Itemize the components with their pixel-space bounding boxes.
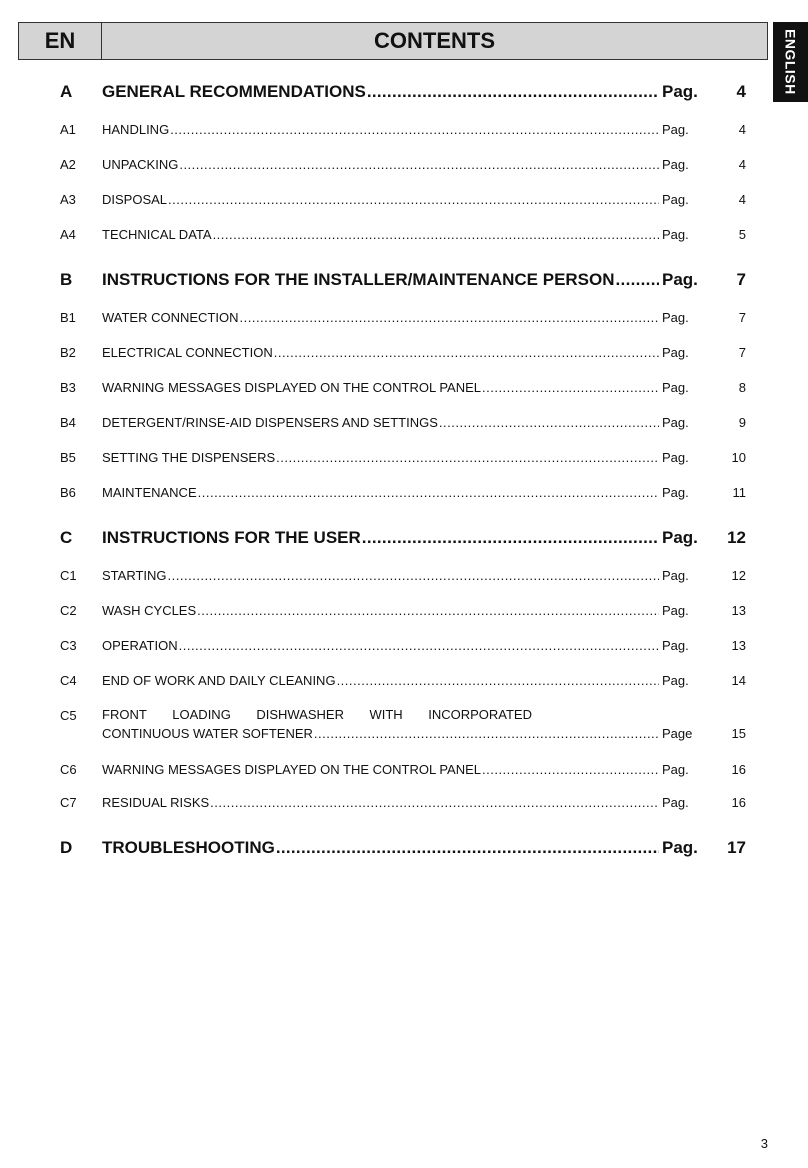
page-number: 3: [760, 1136, 768, 1151]
toc-entry: [0, 378, 808, 398]
toc-entry-page-number: 11: [732, 485, 746, 500]
toc-entry-number: C3: [60, 638, 77, 653]
toc-entry-number: A1: [60, 122, 76, 137]
toc-entry-title: UNPACKING: [102, 157, 179, 172]
toc-entry: [0, 636, 808, 656]
toc-entry-pag-label: Pag.: [662, 227, 689, 242]
toc-entry-pag-label: Pag.: [662, 673, 689, 688]
toc-entry-number: A4: [60, 227, 76, 242]
toc-entry-number: B2: [60, 345, 76, 360]
toc-entry-title-word: DISHWASHER: [256, 707, 344, 722]
toc-entry: [0, 343, 808, 363]
toc-entry-title: DISPOSAL: [102, 192, 168, 207]
toc-entry: [0, 601, 808, 621]
toc-entry-page-number: 10: [731, 450, 746, 465]
toc-leader-dots: [362, 527, 659, 549]
toc-entry-pag-label: Pag.: [662, 450, 689, 465]
toc-entry-page-number: 4: [738, 192, 746, 207]
toc-entry-number: C4: [60, 673, 77, 688]
toc-entry-title: SETTING THE DISPENSERS: [102, 450, 276, 465]
toc-entry-pag-label: Pag.: [662, 485, 689, 500]
toc-entry-title: TECHNICAL DATA: [102, 227, 212, 242]
toc-entry-pag-label: Pag.: [662, 345, 689, 360]
toc-entry: [0, 483, 808, 503]
toc-leader-dots: [482, 378, 659, 398]
toc-entry-number: B3: [60, 380, 76, 395]
toc-entry: [0, 671, 808, 691]
toc-entry-page-number: 7: [738, 310, 746, 325]
toc-entry-title: INSTRUCTIONS FOR THE USER: [102, 528, 361, 547]
toc-entry-title: HANDLING: [102, 122, 170, 137]
toc-entry-page-number: 4: [738, 157, 746, 172]
toc-entry: [0, 190, 808, 210]
toc-leader-dots: [198, 483, 659, 503]
toc-entry-number: D: [60, 838, 73, 857]
toc-entry-pag-label: Pag.: [662, 838, 698, 857]
toc-entry-title: GENERAL RECOMMENDATIONS: [102, 82, 366, 101]
toc-entry-number: C: [60, 528, 73, 547]
toc-leader-dots: [210, 793, 659, 813]
toc-entry-page-number: 5: [738, 227, 746, 242]
page-title: CONTENTS: [374, 28, 495, 53]
toc-entry-pag-label: Pag.: [662, 122, 689, 137]
toc-entry-pag-label: Pag.: [662, 415, 689, 430]
toc-entry: [0, 308, 808, 328]
toc-entry: [0, 81, 808, 101]
toc-entry-title: WATER CONNECTION: [102, 310, 239, 325]
toc-entry-page-number: 8: [738, 380, 746, 395]
toc-entry-pag-label: Pag.: [662, 157, 689, 172]
toc-entry: [0, 120, 808, 140]
toc-entry-page-number: 4: [738, 122, 746, 137]
toc-entry-number: B5: [60, 450, 76, 465]
toc-entry-title: DETERGENT/RINSE-AID DISPENSERS AND SETTINGS: [102, 415, 438, 430]
toc-entry-title-word: INCORPORATED: [428, 707, 532, 722]
toc-entry-pag-label: Pag.: [662, 603, 689, 618]
toc-entry-pag-label: Pag.: [662, 310, 689, 325]
toc-entry-page-number: 7: [736, 270, 746, 289]
toc-leader-dots: [367, 81, 659, 103]
toc-entry: [0, 413, 808, 433]
toc-entry-title: CONTINUOUS WATER SOFTENER: [102, 726, 313, 741]
toc-entry-number: B: [60, 270, 73, 289]
toc-entry-title: WARNING MESSAGES DISPLAYED ON THE CONTROL PANEL: [102, 762, 481, 777]
toc-entry-number: A2: [60, 157, 76, 172]
toc-entry-pag-label: Page: [662, 726, 693, 741]
toc-entry-number: B6: [60, 485, 76, 500]
toc-leader-dots: [179, 155, 659, 175]
toc-entry-page-number: 16: [731, 795, 746, 810]
toc-entry-title-line1: [102, 706, 532, 724]
toc-entry-page-number: 13: [731, 638, 746, 653]
toc-entry-title: WARNING MESSAGES DISPLAYED ON THE CONTROL PANEL: [102, 380, 481, 395]
toc-entry-title: OPERATION: [102, 638, 178, 653]
toc-entry-page-number: 12: [731, 568, 746, 583]
toc-entry-page-number: 17: [727, 838, 746, 857]
toc-entry: [0, 837, 808, 857]
toc-entry-pag-label: Pag.: [662, 270, 698, 289]
toc-leader-dots: [168, 190, 659, 210]
toc-entry: [0, 793, 808, 813]
toc-entry-title: RESIDUAL RISKS: [102, 795, 210, 810]
toc-entry-page-number: 4: [736, 82, 746, 101]
toc-entry-page-number: 7: [738, 345, 746, 360]
toc-leader-dots: [240, 308, 660, 328]
toc-entry-pag-label: Pag.: [662, 380, 689, 395]
toc-leader-dots: [213, 225, 659, 245]
toc-entry-page-number: 14: [731, 673, 746, 688]
toc-entry-title: MAINTENANCE: [102, 485, 197, 500]
toc-leader-dots: [274, 343, 659, 363]
toc-entry-title-word: LOADING: [172, 707, 231, 722]
toc-entry-page-number: 16: [731, 762, 746, 777]
toc-entry-number: C5: [60, 708, 77, 723]
toc-entry: [0, 566, 808, 586]
toc-entry-pag-label: Pag.: [662, 762, 689, 777]
language-side-tab-label: ENGLISH: [782, 29, 799, 95]
toc-entry-page-number: 15: [731, 726, 746, 741]
toc-entry-title: STARTING: [102, 568, 167, 583]
toc-leader-dots: [276, 448, 659, 468]
toc-entry-title-word: WITH: [369, 707, 403, 722]
toc-leader-dots: [168, 566, 659, 586]
toc-leader-dots: [616, 269, 659, 291]
toc-leader-dots: [482, 760, 659, 780]
toc-entry-number: B1: [60, 310, 76, 325]
toc-entry-title: WASH CYCLES: [102, 603, 197, 618]
toc-entry-page-number: 9: [738, 415, 746, 430]
toc-entry-title: INSTRUCTIONS FOR THE INSTALLER/MAINTENANCE PERSON: [102, 270, 615, 289]
toc-entry-pag-label: Pag.: [662, 795, 689, 810]
toc-leader-dots: [337, 671, 659, 691]
toc-entry-pag-label: Pag.: [662, 82, 698, 101]
toc-entry-page-number: 12: [727, 528, 746, 547]
toc-entry-number: C1: [60, 568, 77, 583]
toc-entry-title: TROUBLESHOOTING: [102, 838, 275, 857]
toc-leader-dots: [314, 724, 659, 744]
toc-entry-page-number: 13: [731, 603, 746, 618]
toc-entry: [0, 155, 808, 175]
toc-entry-number: B4: [60, 415, 76, 430]
toc-entry-title: ELECTRICAL CONNECTION: [102, 345, 273, 360]
toc-leader-dots: [276, 837, 659, 859]
toc-entry-pag-label: Pag.: [662, 638, 689, 653]
toc-leader-dots: [197, 601, 659, 621]
toc-entry: [0, 269, 808, 289]
toc-entry-title: END OF WORK AND DAILY CLEANING: [102, 673, 336, 688]
toc-leader-dots: [439, 413, 659, 433]
toc-entry-number: C6: [60, 762, 77, 777]
toc-entry-pag-label: Pag.: [662, 528, 698, 547]
toc-entry: [0, 448, 808, 468]
contents-header: [18, 22, 768, 60]
toc-entry: [0, 760, 808, 780]
toc-entry-number: C2: [60, 603, 77, 618]
toc-entry-pag-label: Pag.: [662, 192, 689, 207]
toc-entry-number: A: [60, 82, 73, 101]
toc-entry-pag-label: Pag.: [662, 568, 689, 583]
toc-leader-dots: [179, 636, 659, 656]
toc-entry: [0, 527, 808, 547]
toc-entry-title-word: FRONT: [102, 707, 147, 722]
language-code: EN: [19, 23, 102, 59]
toc-entry: [0, 706, 808, 746]
toc-leader-dots: [170, 120, 659, 140]
toc-entry-number: C7: [60, 795, 77, 810]
toc-entry-number: A3: [60, 192, 76, 207]
toc-entry: [0, 225, 808, 245]
